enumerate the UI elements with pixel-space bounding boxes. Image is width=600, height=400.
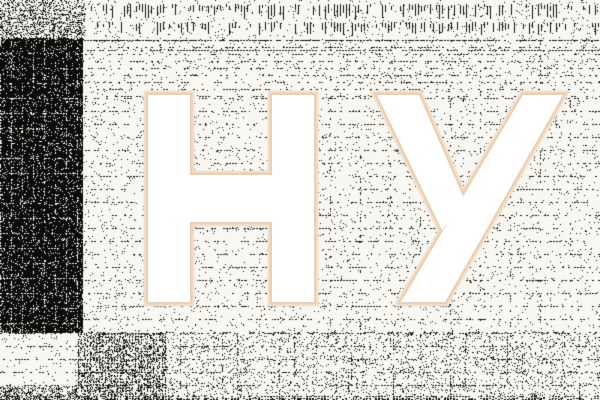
letter-h [148, 95, 314, 302]
